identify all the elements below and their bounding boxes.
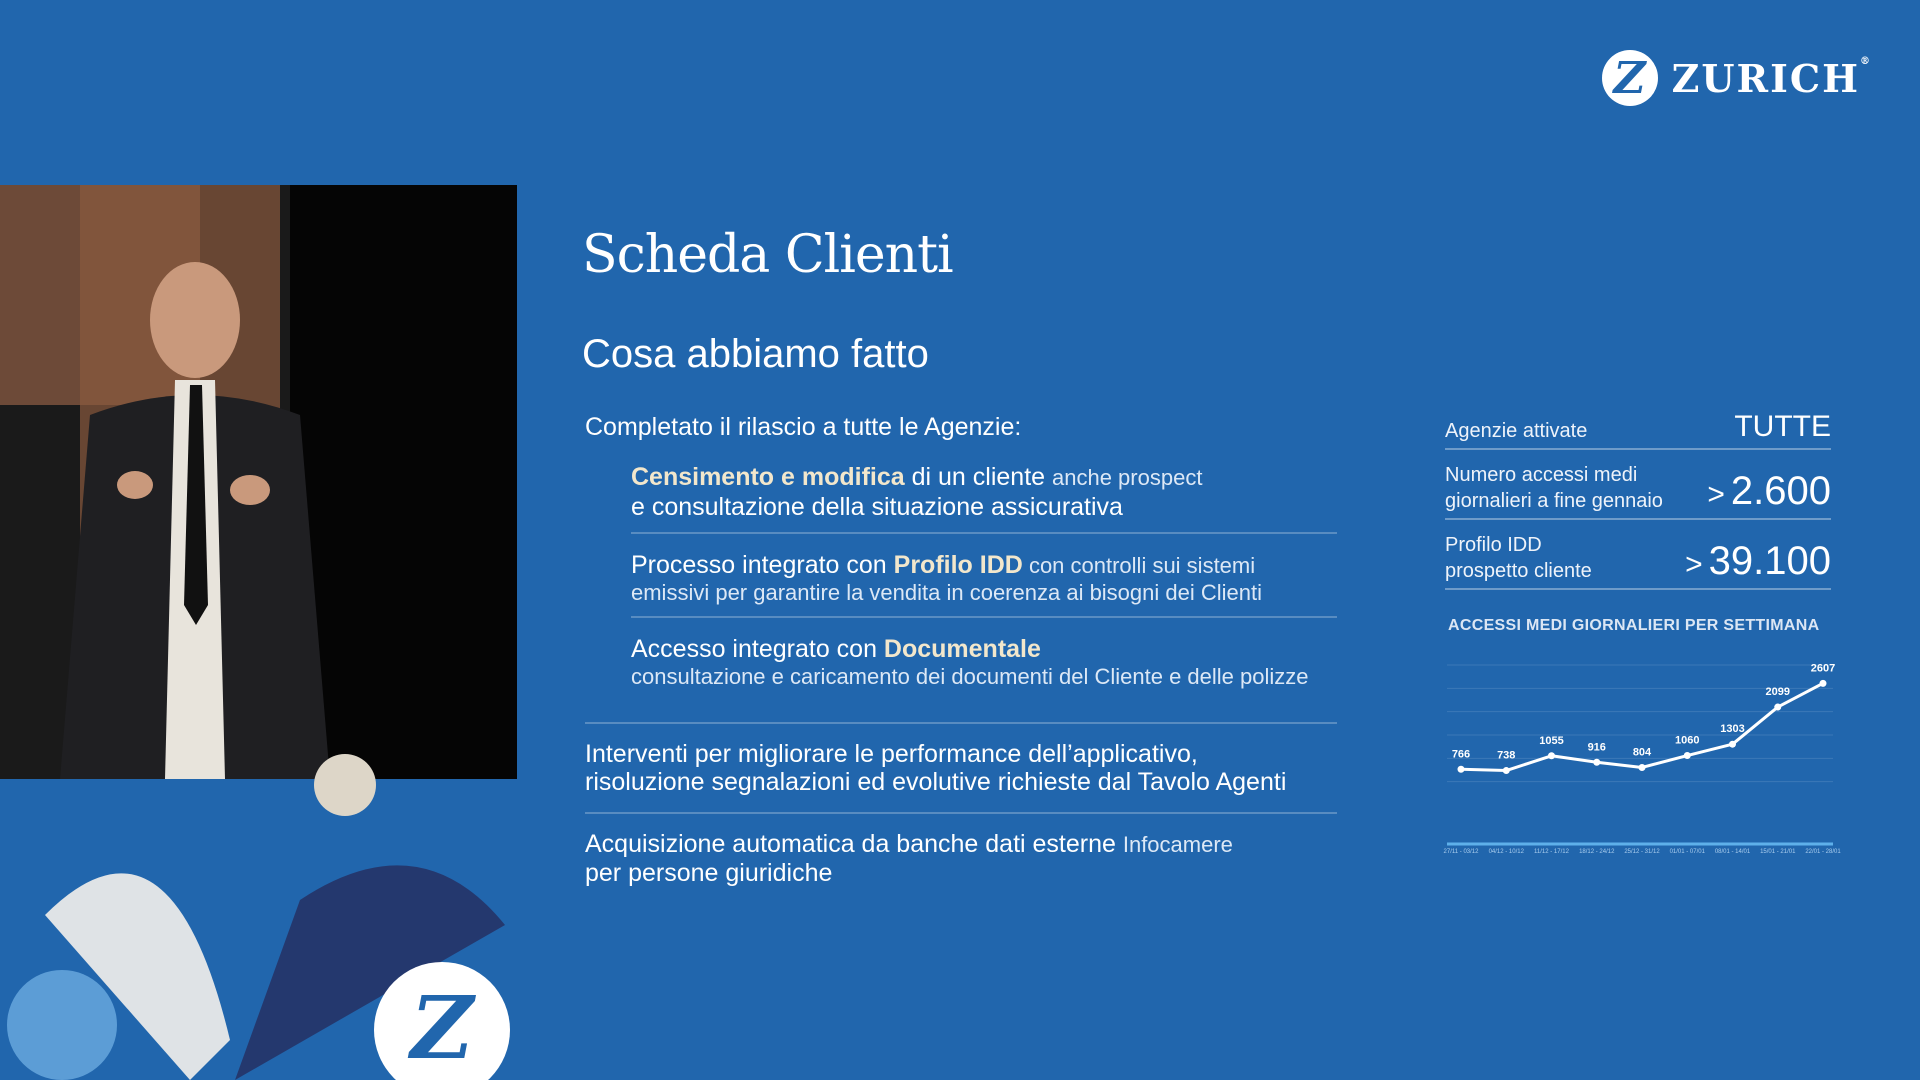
data-label: 2099 — [1765, 686, 1790, 699]
data-label: 2607 — [1810, 662, 1836, 675]
item-bold: Censimento e modifica — [631, 463, 905, 491]
stat-label-line: Profilo IDD — [1445, 534, 1542, 556]
item-line2: emissivi per garantire la vendita in coerenza ai bisogni dei Clienti — [631, 580, 1262, 605]
x-tick-label: 01/01 - 07/01 — [1669, 849, 1705, 855]
data-point — [1639, 764, 1646, 771]
item-bold: Profilo IDD — [893, 551, 1023, 579]
x-tick-label: 22/01 - 28/01 — [1805, 849, 1841, 855]
data-point — [1458, 766, 1465, 773]
x-tick-label: 27/11 - 03/12 — [1443, 849, 1479, 855]
data-label: 766 — [1451, 748, 1471, 761]
list-item — [631, 456, 1337, 534]
brand-name — [1672, 56, 1872, 101]
x-tick-label: 08/01 - 14/01 — [1714, 849, 1751, 855]
item-text: di un cliente — [904, 463, 1052, 491]
data-point — [1684, 752, 1691, 759]
block-line1: Interventi per migliorare le performance dell’applicativo, — [585, 740, 1198, 768]
block-text: Acquisizione automatica da banche dati esterne — [585, 830, 1123, 858]
stat-prefix: > — [1707, 478, 1725, 511]
item-text: Accesso integrato con — [631, 635, 884, 663]
svg-text:Z: Z — [410, 978, 474, 1079]
speaker-video-circle — [0, 185, 517, 779]
item-line2: e consultazione della situazione assicurativa — [631, 493, 1123, 521]
zurich-logo — [1602, 50, 1872, 106]
logo-mark-letter: Z — [1613, 52, 1646, 104]
stat-idd — [1445, 532, 1831, 590]
x-tick-label: 15/01 - 21/01 — [1760, 849, 1796, 855]
item-line1 — [631, 550, 1337, 580]
stat-number: 2.600 — [1730, 469, 1831, 513]
slide-title: Scheda Clienti — [582, 225, 953, 285]
stat-value — [1685, 539, 1831, 584]
data-point — [1548, 752, 1555, 759]
stat-number: 39.100 — [1708, 539, 1831, 583]
block-line2: risoluzione segnalazioni ed evolutive richieste dal Tavolo Agenti — [585, 768, 1287, 796]
x-tick-label: 04/12 - 10/12 — [1488, 849, 1524, 855]
speaker-photo — [0, 185, 517, 779]
stats-panel — [1445, 410, 1831, 602]
stat-label-line: prospetto cliente — [1445, 560, 1592, 582]
block-line1 — [585, 830, 1337, 859]
brand-name-text: ZURICH — [1671, 55, 1860, 101]
item-text: Processo integrato con — [631, 551, 894, 579]
data-point — [1774, 704, 1781, 711]
chart-title: ACCESSI MEDI GIORNALIERI PER SETTIMANA — [1448, 617, 1820, 634]
data-label: 1055 — [1539, 734, 1564, 747]
item-bold: Documentale — [883, 635, 1041, 663]
slide-subtitle: Cosa abbiamo fatto — [582, 332, 929, 376]
registered-mark: ® — [1860, 55, 1872, 67]
item-line1 — [631, 634, 1337, 664]
data-label: 1303 — [1720, 723, 1745, 736]
stat-agenzie — [1445, 410, 1831, 450]
decorative-shapes — [0, 740, 520, 1080]
item-small: con controlli sui sistemi — [1022, 553, 1256, 578]
line-chart — [1443, 645, 1841, 855]
data-label: 738 — [1497, 749, 1516, 762]
stat-label — [1445, 462, 1663, 514]
stat-value: TUTTE — [1734, 410, 1831, 443]
data-label: 804 — [1632, 746, 1652, 759]
slide-content — [585, 413, 1337, 903]
lead-text: Completato il rilascio a tutte le Agenzie: — [585, 413, 1022, 441]
stat-prefix: > — [1685, 548, 1703, 581]
data-point — [1729, 741, 1736, 748]
data-point — [1503, 767, 1510, 774]
block-small: Infocamere — [1122, 832, 1233, 857]
block-interventi — [585, 722, 1337, 812]
list-item — [631, 544, 1337, 618]
zurich-z-icon — [1602, 50, 1658, 106]
data-point — [1820, 680, 1827, 687]
x-tick-label: 18/12 - 24/12 — [1579, 849, 1615, 855]
item-small: anche prospect — [1052, 465, 1203, 490]
x-tick-label: 11/12 - 17/12 — [1534, 849, 1569, 855]
item-line2: consultazione e caricamento dei documenti del Cliente e delle polizze — [631, 664, 1309, 689]
data-point — [1593, 759, 1600, 766]
stat-label — [1445, 532, 1592, 584]
stat-value — [1707, 469, 1831, 514]
list-item — [631, 628, 1337, 700]
stat-label-line: Numero accessi medi — [1445, 464, 1638, 486]
stat-accessi — [1445, 462, 1831, 520]
block-line2: per persone giuridiche — [585, 859, 833, 887]
item-line1 — [631, 462, 1337, 492]
block-acquisizione — [585, 812, 1337, 903]
x-tick-label: 25/12 - 31/12 — [1624, 849, 1660, 855]
stat-label-line: giornalieri a fine gennaio — [1445, 490, 1663, 512]
data-label: 916 — [1587, 741, 1606, 754]
stat-label: Agenzie attivate — [1445, 420, 1588, 442]
data-label: 1060 — [1675, 734, 1700, 747]
